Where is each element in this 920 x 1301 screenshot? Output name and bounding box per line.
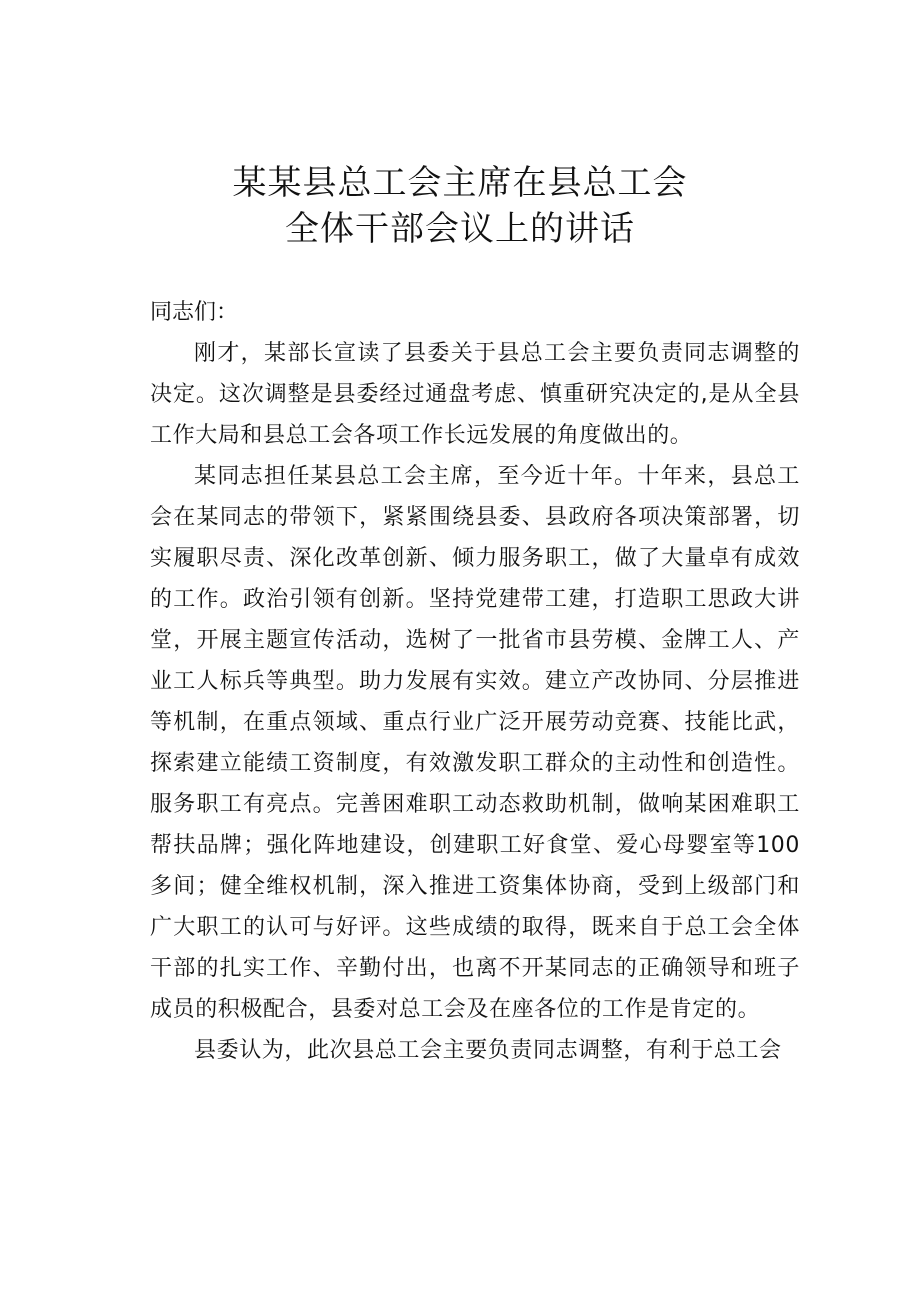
paragraph-1: 刚才，某部长宣读了县委关于县总工会主要负责同志调整的决定。这次调整是县委经过通盘考虑、慎重研究决定的,是从全县工作大局和县总工会各项工作长远发展的角度做出的。 bbox=[150, 341, 800, 448]
document-title-line-1: 某某县总工会主席在县总工会 bbox=[232, 163, 688, 203]
salutation: 同志们： bbox=[150, 300, 239, 325]
document-body bbox=[150, 292, 800, 1071]
paragraph-3: 县委认为，此次县总工会主要负责同志调整，有利于总工会 bbox=[194, 1038, 782, 1063]
document-title-line-2: 全体干部会议上的讲话 bbox=[285, 209, 635, 249]
paragraph-2: 某同志担任某县总工会主席，至今近十年。十年来，县总工会在某同志的带领下，紧紧围绕县委、县政府各项决策部署，切实履职尽责、深化改革创新、倾力服务职工，做了大量卓有成效的工作。政治引领有创新。坚持党建带工建，打造职工思政大讲堂，开展主题宣传活动，选树了一批省市县劳模、金牌工人、产业工人标兵等典型。助力发展有实效。建立产改协同、分层推进等机制，在重点领域、重点行业广泛开展劳动竞赛、技能比武，探索建立能绩工资制度，有效激发职工群众的主动性和创造性。服务职工有亮点。完善困难职工动态救助机制，做响某困难职工帮扶品牌；强化阵地建设，创建职工好食堂、爱心母婴室等100多间；健全维权机制，深入推进工资集体协商，受到上级部门和广大职工的认可与好评。这些成绩的取得，既来自于总工会全体干部的扎实工作、辛勤付出，也离不开某同志的正确领导和班子成员的积极配合，县委对总工会及在座各位的工作是肯定的。 bbox=[150, 464, 800, 1022]
